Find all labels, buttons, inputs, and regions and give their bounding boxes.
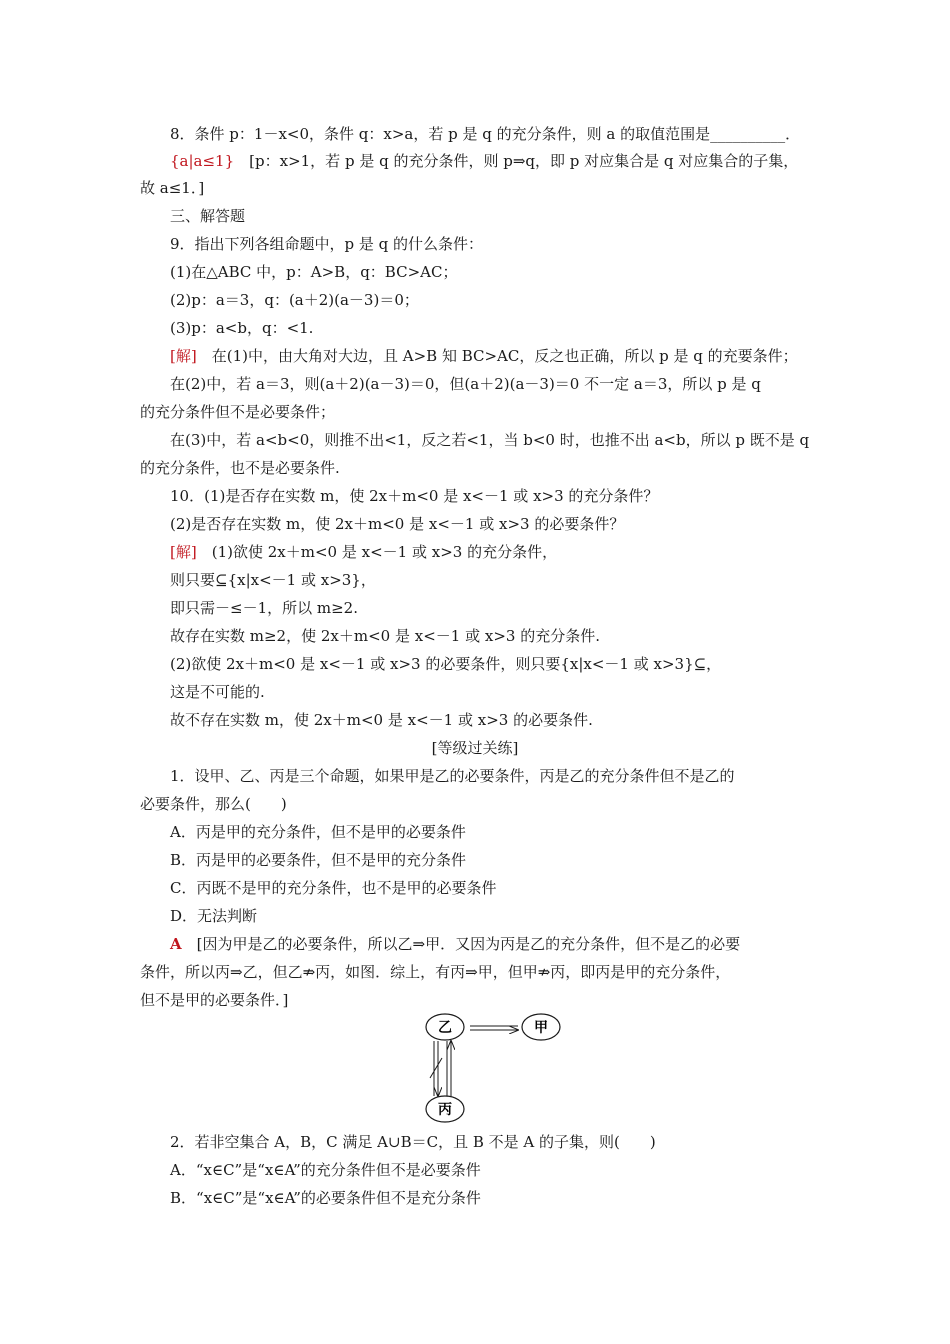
node-jia-label: 甲 [534,1020,548,1036]
q9-solution-2b: 的充分条件但不是必要条件； [140,403,336,421]
q9-solution-3b: 的充分条件，也不是必要条件. [140,459,340,477]
q9-solution-2a: 在(2)中，若 a＝3，则(a＋2)(a－3)＝0，但(a＋2)(a－3)＝0 不一定 a＝3，所以 p 是 q [170,375,761,393]
p1-option-d: D．无法判断 [170,907,258,925]
p1-stem-2: 必要条件，那么( ) [140,795,287,813]
q8-explanation-1: [p：x>1，若 p 是 q 的充分条件，则 p⇒q，即 p 对应集合是 q 对应集合的子集， [249,152,799,170]
p1-explanation-3: 但不是甲的必要条件．] [140,991,289,1009]
q10-solution-6: 这是不可能的. [170,683,265,701]
q9-item-3: (3)p：a<b，q：<1. [170,319,314,337]
p2-option-a: A．“x∈C”是“x∈A”的充分条件但不是必要条件 [170,1161,481,1179]
q10-solution-2: 则只要⊆{x|x<－1 或 x>3}， [170,571,376,589]
not-implies-slash [430,1058,442,1078]
p1-option-b: B．丙是甲的必要条件，但不是甲的充分条件 [170,851,467,869]
p1-option-c: C．丙既不是甲的充分条件，也不是甲的必要条件 [170,879,497,897]
q10-solution-tag: [解] [170,543,197,561]
p1-explanation-line-1 [170,933,740,955]
implication-diagram [420,1010,570,1125]
q8-answer: {a|a≤1} [170,152,235,170]
node-yi-label: 乙 [438,1020,452,1036]
q10-solution-4: 故存在实数 m≥2，使 2x＋m<0 是 x<－1 或 x>3 的充分条件. [170,627,600,645]
node-bing-label: 丙 [438,1102,452,1118]
section-heading-3: 三、解答题 [170,207,246,225]
p1-stem-1: 1．设甲、乙、丙是三个命题，如果甲是乙的必要条件，丙是乙的充分条件但不是乙的 [170,767,735,785]
q9-item-1: (1)在△ABC 中，p：A>B，q：BC>AC； [170,263,458,281]
q9-stem: 9．指出下列各组命题中，p 是 q 的什么条件： [170,235,484,253]
p2-stem: 2．若非空集合 A，B，C 满足 A∪B＝C，且 B 不是 A 的子集，则( ) [170,1133,656,1151]
q8-explanation-2: 故 a≤1．] [140,179,205,197]
q8-solution-line-1 [170,150,798,172]
q10-solution-1: (1)欲使 2x＋m<0 是 x<－1 或 x>3 的充分条件， [211,543,558,561]
p2-option-b: B．“x∈C”是“x∈A”的必要条件但不是充分条件 [170,1189,481,1207]
q9-solution-line-1 [170,345,798,367]
p1-explanation-1: [因为甲是乙的必要条件，所以乙⇒甲．又因为丙是乙的充分条件，但不是乙的必要 [196,935,741,953]
q10-solution-7: 故不存在实数 m，使 2x＋m<0 是 x<－1 或 x>3 的必要条件. [170,711,593,729]
q8-stem: 8．条件 p：1－x<0，条件 q：x>a，若 p 是 q 的充分条件，则 a 的取值范围是__________． [170,125,801,143]
section-heading-level: [等级过关练] [431,739,519,757]
q9-solution-tag: [解] [170,347,197,365]
p1-answer: A [170,935,182,953]
q10-solution-5: (2)欲使 2x＋m<0 是 x<－1 或 x>3 的必要条件，则只要{x|x<－1 或 x>3}⊆， [170,655,722,673]
q10-solution-3: 即只需－≤－1，所以 m≥2. [170,599,358,617]
q9-item-2: (2)p：a＝3，q：(a＋2)(a－3)＝0； [170,291,419,309]
q9-solution-3a: 在(3)中，若 a<b<0，则推不出<1，反之若<1，当 b<0 时，也推不出 a<b，所以 p 既不是 q [170,431,810,449]
p1-option-a: A．丙是甲的充分条件，但不是甲的必要条件 [170,823,466,841]
q10-stem-1: 10．(1)是否存在实数 m，使 2x＋m<0 是 x<－1 或 x>3 的充分条件？ [170,487,659,505]
p1-explanation-2: 条件，所以丙⇒乙，但乙⇏丙，如图．综上，有丙⇒甲，但甲⇏丙，即丙是甲的充分条件， [140,963,731,981]
q9-solution-1: 在(1)中，由大角对大边，且 A>B 知 BC>AC，反之也正确，所以 p 是 q 的充要条件； [211,347,798,365]
q10-solution-line-1 [170,541,557,563]
q10-stem-2: (2)是否存在实数 m，使 2x＋m<0 是 x<－1 或 x>3 的必要条件？ [170,515,625,533]
